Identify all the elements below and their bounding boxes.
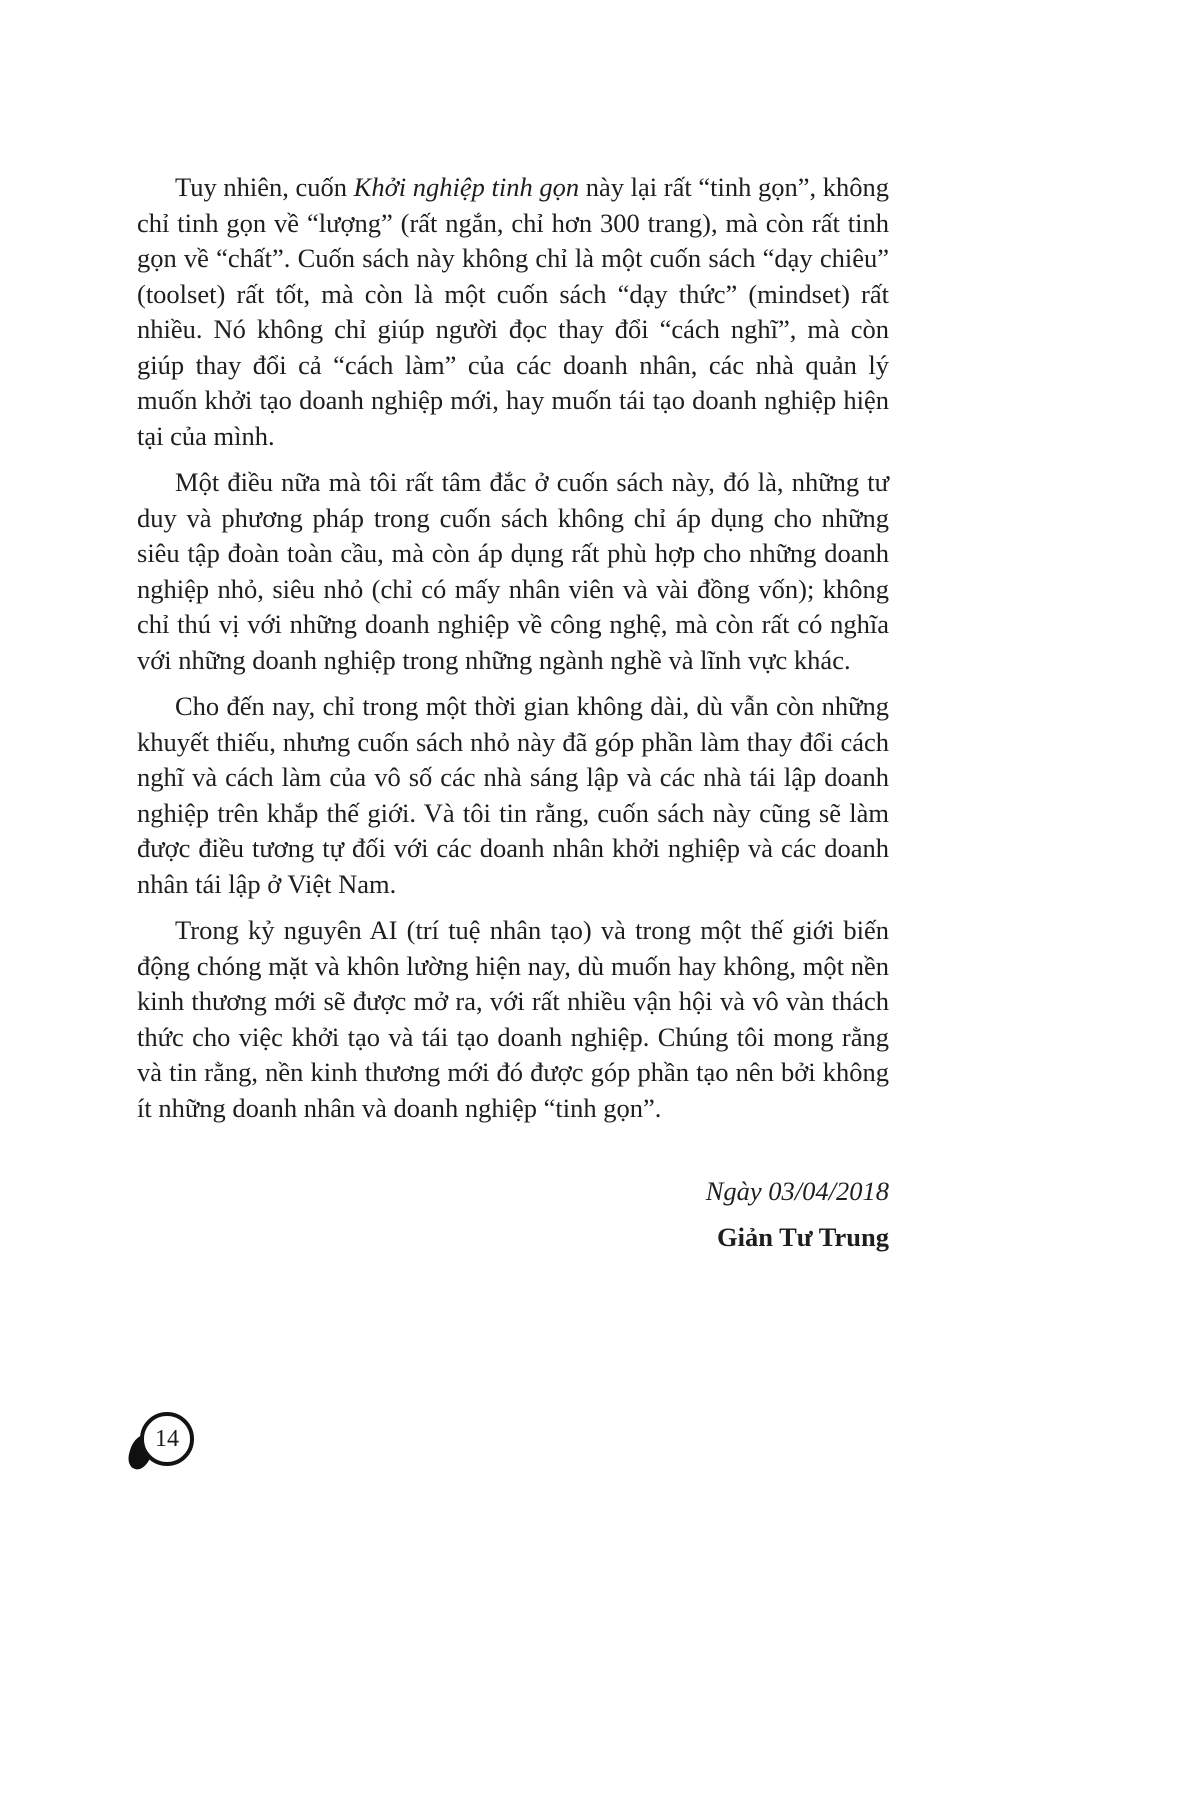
page-number-ornament xyxy=(130,1410,202,1474)
book-title: Khởi nghiệp tinh gọn xyxy=(353,172,580,202)
page-body xyxy=(137,170,889,1256)
paragraph-4: Trong kỷ nguyên AI (trí tuệ nhân tạo) và trong một thế giới biến động chóng mặt và khôn lường hiện nay, dù muốn hay không, một nền kinh thương mới sẽ được mở ra, với rất nhiều vận hội và vô vàn thách thức cho việc khởi tạo và tái tạo doanh nghiệp. Chúng tôi mong rằng và tin rằng, nền kinh thương mới đó được góp phần tạo nên bởi không ít những doanh nhân và doanh nghiệp “tinh gọn”. xyxy=(137,915,889,1123)
signature-block xyxy=(137,1172,889,1256)
paragraph-2: Một điều nữa mà tôi rất tâm đắc ở cuốn sách này, đó là, những tư duy và phương pháp trong cuốn sách không chỉ áp dụng cho những siêu tập đoàn toàn cầu, mà còn áp dụng rất phù hợp cho những doanh nghiệp nhỏ, siêu nhỏ (chỉ có mấy nhân viên và vài đồng vốn); không chỉ thú vị với những doanh nghiệp về công nghệ, mà còn rất có nghĩa với những doanh nghiệp trong những ngành nghề và lĩnh vực khác. xyxy=(137,467,889,675)
paragraph-1 xyxy=(137,170,889,454)
paragraph-1-text-post: này lại rất “tinh gọn”, không chỉ tinh gọn về “lượng” (rất ngắn, chỉ hơn 300 trang), mà còn rất tinh gọn về “chất”. Cuốn sách này không chỉ là một cuốn sách “dạy chiêu” (toolset) rất tốt, mà còn là một cuốn sách “dạy thức” (mindset) rất nhiều. Nó không chỉ giúp người đọc thay đổi “cách nghĩ”, mà còn giúp thay đổi cả “cách làm” của các doanh nhân, các nhà quản lý muốn khởi tạo doanh nghiệp mới, hay muốn tái tạo doanh nghiệp hiện tại của mình. xyxy=(137,172,889,451)
paragraph-3: Cho đến nay, chỉ trong một thời gian không dài, dù vẫn còn những khuyết thiếu, nhưng cuốn sách nhỏ này đã góp phần làm thay đổi cách nghĩ và cách làm của vô số các nhà sáng lập và các nhà tái lập doanh nghiệp trên khắp thế giới. Và tôi tin rằng, cuốn sách này cũng sẽ làm được điều tương tự đối với các doanh nhân khởi nghiệp và các doanh nhân tái lập ở Việt Nam. xyxy=(137,691,889,899)
page-number-circle xyxy=(140,1412,194,1466)
page-number: 14 xyxy=(155,1425,179,1452)
paragraph-1-text-pre: Tuy nhiên, cuốn xyxy=(175,172,354,202)
signature-author: Giản Tư Trung xyxy=(716,1222,889,1252)
signature-date: Ngày 03/04/2018 xyxy=(705,1176,889,1206)
